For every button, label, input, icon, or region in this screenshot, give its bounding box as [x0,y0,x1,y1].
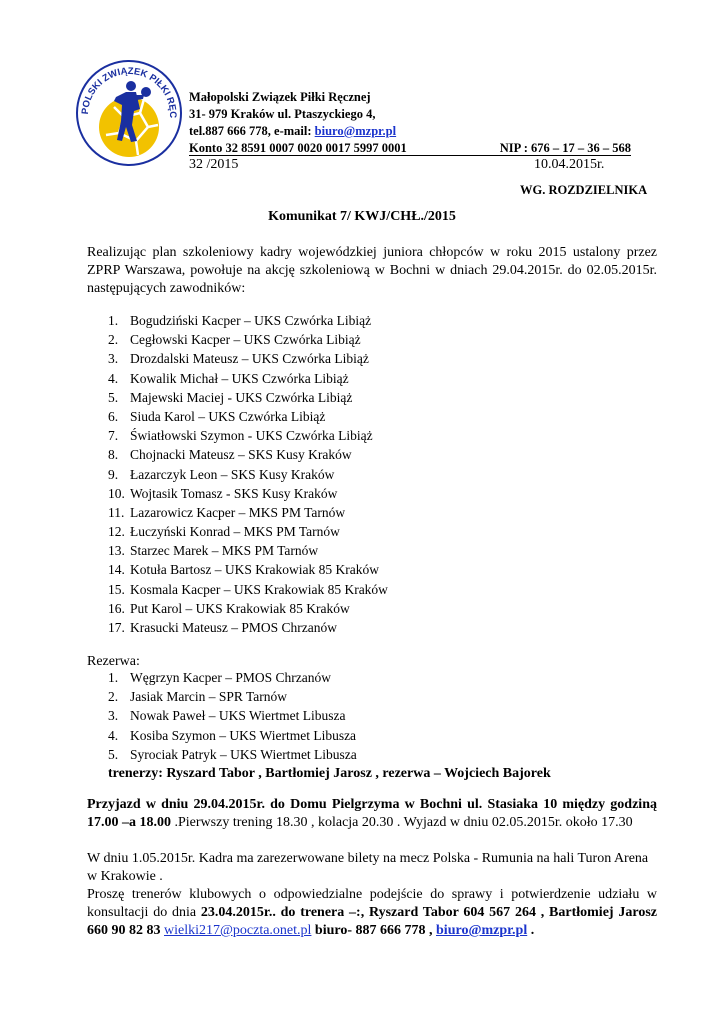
list-text: Łazarczyk Leon – SKS Kusy Kraków [130,466,335,482]
list-text: Wojtasik Tomasz - SKS Kusy Kraków [130,485,338,501]
office-email-link[interactable]: biuro@mzpr.pl [436,923,528,938]
player-item [108,599,388,618]
player-item [108,541,388,560]
trainers: trenerzy: Ryszard Tabor , Bartłomiej Jarosz , rezerwa – Wojciech Bajorek [108,766,551,781]
page-title: Komunikat 7/ KWJ/CHŁ./2015 [268,209,456,224]
player-item [108,349,388,368]
list-number: 15. [108,581,125,597]
list-text: Bogudziński Kacper – UKS Czwórka Libiąż [130,313,372,328]
arrival-paragraph [87,796,657,832]
org-contact [189,123,396,140]
list-text: Światłowski Szymon - UKS Czwórka Libiąż [130,428,373,444]
list-text: Cegłowski Kacper – UKS Czwórka Libiąż [130,332,361,348]
list-number: 4. [108,370,119,386]
arrival-bold: Przyjazd w dniu 29.04.2015r. do Domu Pielgrzyma w Bochni ul. Stasiaka 10 między godziną 17.00 –a 18.00 [87,797,657,830]
list-text: Jasiak Marcin – SPR Tarnów [130,689,288,705]
nip-number: NIP : 676 – 17 – 36 – 568 [499,141,631,155]
player-item [108,369,388,388]
request-paragraph [87,886,657,940]
list-number: 2. [108,689,119,705]
list-text: Kotuła Bartosz – UKS Krakowiak 85 Kraków [130,562,379,578]
list-text: Drozdalski Mateusz – UKS Czwórka Libiąż [130,351,369,367]
list-text: Węgrzyn Kacper – PMOS Chrzanów [130,670,331,685]
list-text: Kowalik Michał – UKS Czwórka Libiąż [130,370,349,386]
list-text: Chojnacki Mateusz – SKS Kusy Kraków [130,447,352,463]
player-item [108,484,388,503]
reference-number: 32 /2015 [189,157,239,172]
list-text: Lazarowicz Kacper – MKS PM Tarnów [130,504,346,520]
player-item [108,580,388,599]
request-end: . [527,923,535,938]
player-item [108,503,388,522]
list-number: 12. [108,524,125,540]
logo-text: POLSKI ZWIĄZEK PIŁKI RĘC [79,65,179,119]
list-text: Majewski Maciej - UKS Czwórka Libiąż [130,389,353,405]
list-number: 4. [108,727,119,743]
list-text: Krasucki Mateusz – PMOS Chrzanów [130,620,337,635]
bank-account: Konto 32 8591 0007 0020 0017 5997 0001 [189,141,407,155]
player-item [108,311,388,330]
logo [74,55,184,167]
player-item [108,388,388,407]
list-number: 9. [108,466,119,482]
list-text: Kosmala Kacper – UKS Krakowiak 85 Kraków [130,581,388,597]
list-number: 1. [108,313,119,328]
list-number: 17. [108,620,125,635]
list-number: 10. [108,485,125,501]
office-phone: biuro- 887 666 778 , [311,923,437,938]
list-number: 6. [108,408,119,424]
list-text: Kosiba Szymon – UKS Wiertmet Libusza [130,727,357,743]
intro-paragraph: Realizując plan szkoleniowy kadry wojewódzkiej juniora chłopców w roku 2015 ustalony przez ZPRP Warszawa, powołuje na akcję szkoleniową w Bochni w dniach 29.04.2015r. do 02.05.2015r. następujących zawodników: [87,245,657,296]
recipient: WG. ROZDZIELNIKA [520,183,648,197]
reserve-label: Rezerwa: [87,654,140,669]
list-number: 5. [108,746,119,762]
document-date: 10.04.2015r. [534,157,605,172]
arrival-rest: .Pierwszy trening 18.30 , kolacja 20.30 . Wyjazd w dniu 02.05.2015r. około 17.30 [171,815,633,830]
player-item [108,426,388,445]
list-text: Put Karol – UKS Krakowiak 85 Kraków [130,600,350,616]
email-link[interactable]: biuro@mzpr.pl [314,124,397,138]
player-item [108,445,388,464]
list-number: 5. [108,389,119,405]
reserve-item [108,745,357,764]
player-list [108,311,388,637]
trainer-email-link[interactable]: wielki217@poczta.onet.pl [164,923,312,938]
org-name: Małopolski Związek Piłki Ręcznej [189,90,371,104]
list-number: 3. [108,351,119,367]
account-line [189,140,631,156]
org-address: 31- 979 Kraków ul. Ptaszyckiego 4, [189,107,376,121]
list-number: 14. [108,562,125,578]
request-text: Proszę trenerów klubowych o odpowiedzialne podejście do sprawy i potwierdzenie udziału w konsultacji do dnia [87,887,657,920]
player-item [108,522,388,541]
list-number: 13. [108,543,125,559]
list-number: 7. [108,428,119,444]
player-item [108,465,388,484]
tickets-paragraph: W dniu 1.05.2015r. Kadra ma zarezerwowane bilety na mecz Polska - Rumunia na hali Turon Arena w Krakowie . [87,851,649,884]
reserve-item [108,726,357,745]
reserve-item [108,668,357,687]
player-item [108,330,388,349]
reserve-item [108,687,357,706]
logo-graphic [74,55,184,167]
reserve-list [108,668,357,764]
list-number: 3. [108,708,119,724]
player-item [108,407,388,426]
list-text: Syrociak Patryk – UKS Wiertmet Libusza [130,746,357,762]
list-text: Łuczyński Konrad – MKS PM Tarnów [130,524,340,540]
list-number: 1. [108,670,119,685]
list-text: Starzec Marek – MKS PM Tarnów [130,543,319,559]
list-number: 11. [108,504,125,520]
reserve-item [108,706,357,725]
player-item [108,560,388,579]
player-item [108,618,388,637]
list-number: 16. [108,600,125,616]
list-text: Nowak Paweł – UKS Wiertmet Libusza [130,708,346,724]
list-number: 8. [108,447,119,463]
list-number: 2. [108,332,119,348]
request-contacts: 23.04.2015r.. do trenera –:, Ryszard Tabor 604 567 264 , Bartłomiej Jarosz 660 90 82 83 [87,905,657,938]
list-text: Siuda Karol – UKS Czwórka Libiąż [130,408,326,424]
contact-prefix: tel.887 666 778, e-mail: [189,124,315,138]
